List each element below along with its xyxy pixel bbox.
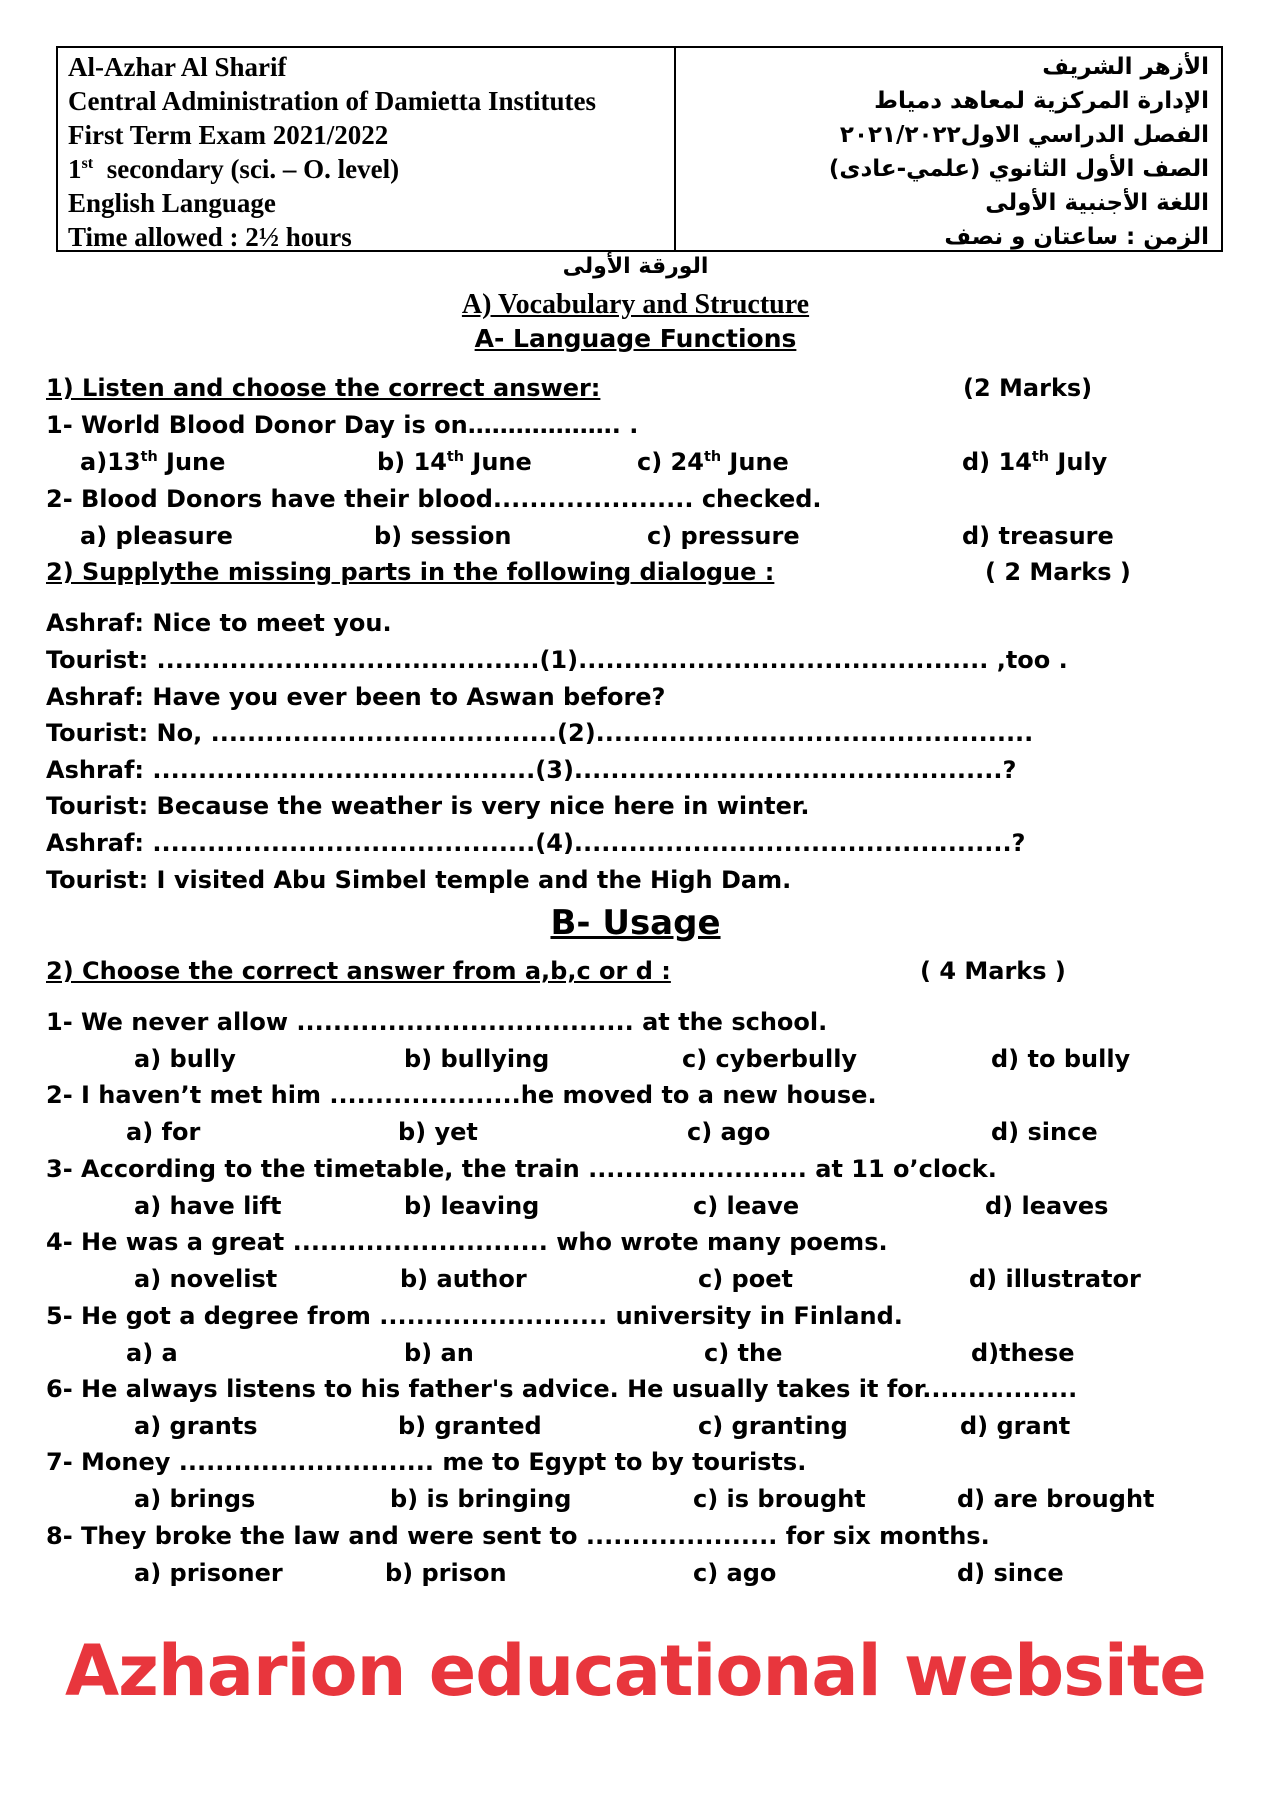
option-text: b) 14	[377, 448, 447, 476]
q3-2-option-c[interactable]: c) ago	[687, 1118, 771, 1146]
header-grade-line	[68, 152, 674, 186]
q2-title: 2) Supplythe missing parts in the following dialogue :	[46, 558, 775, 586]
q1-2-option-c[interactable]: c) pressure	[647, 522, 800, 550]
q3-1-option-d[interactable]: d) to bully	[991, 1045, 1131, 1073]
q3-8-option-d[interactable]: d) since	[957, 1559, 1064, 1587]
q3-2-option-b[interactable]: b) yet	[398, 1118, 478, 1146]
q3-stem-1: 1- We never allow ..................................... at the school.	[46, 1008, 828, 1036]
q3-stem-6: 6- He always listens to his father's advice. He usually takes it for.................	[46, 1375, 1078, 1403]
header-english	[58, 48, 676, 250]
q1-stem-1: 1- World Blood Donor Day is on………………. .	[46, 411, 639, 439]
header-line: Central Administration of Damietta Institutes	[68, 86, 596, 116]
paper-label: الورقة الأولى	[562, 254, 709, 279]
option-sup: th	[703, 449, 722, 465]
header-line: First Term Exam 2021/2022	[68, 120, 389, 150]
q3-title: 2) Choose the correct answer from a,b,c or d :	[46, 957, 671, 985]
q3-1-option-a[interactable]: a) bully	[134, 1045, 236, 1073]
dialogue-line: Tourist: I visited Abu Simbel temple and the High Dam.	[46, 866, 792, 894]
q1-stem-2: 2- Blood Donors have their blood...................... checked.	[46, 485, 822, 513]
q3-3-option-b[interactable]: b) leaving	[404, 1192, 540, 1220]
header-line-ar: الإدارة المركزية لمعاهد دمياط	[874, 88, 1209, 114]
q3-3-option-c[interactable]: c) leave	[693, 1192, 800, 1220]
q1-2-option-d[interactable]: d) treasure	[962, 522, 1114, 550]
option-text: a)13	[80, 448, 141, 476]
option-text: d) 14	[962, 448, 1032, 476]
q1-1-option-c[interactable]	[637, 448, 789, 476]
q1-marks: (2 Marks)	[963, 374, 1093, 402]
dialogue-blank-4[interactable]: Ashraf: ..........................................(4)................................................?	[46, 829, 1026, 857]
option-text: July	[1049, 448, 1108, 476]
option-text: June	[721, 448, 789, 476]
q3-stem-5: 5- He got a degree from ......................... university in Finland.	[46, 1302, 903, 1330]
grade-number: 1	[68, 154, 82, 184]
header-line: Al-Azhar Al Sharif	[68, 52, 287, 82]
q3-2-option-d[interactable]: d) since	[991, 1118, 1098, 1146]
q3-3-option-d[interactable]: d) leaves	[985, 1192, 1109, 1220]
q2-marks: ( 2 Marks )	[985, 558, 1131, 586]
dialogue-line: Tourist: Because the weather is very nice here in winter.	[46, 792, 810, 820]
q3-stem-7: 7- Money ............................ me to Egypt to by tourists.	[46, 1448, 807, 1476]
q3-stem-3: 3- According to the timetable, the train ........................ at 11 o’clock.	[46, 1155, 997, 1183]
q3-6-option-c[interactable]: c) granting	[698, 1412, 848, 1440]
header-line: English Language	[68, 188, 276, 218]
footer-watermark: Azharion educational website	[65, 1630, 1206, 1712]
q3-5-option-c[interactable]: c) the	[704, 1339, 783, 1367]
q3-3-option-a[interactable]: a) have lift	[134, 1192, 282, 1220]
q3-5-option-d[interactable]: d)these	[971, 1339, 1075, 1367]
q3-1-option-c[interactable]: c) cyberbully	[682, 1045, 858, 1073]
header-line-ar: الزمن : ساعتان و نصف	[944, 224, 1209, 250]
option-text: c) 24	[637, 448, 704, 476]
q3-8-option-c[interactable]: c) ago	[693, 1559, 777, 1587]
q3-5-option-b[interactable]: b) an	[404, 1339, 474, 1367]
q3-stem-8: 8- They broke the law and were sent to ..................... for six months.	[46, 1522, 990, 1550]
section-b-title: B- Usage	[550, 903, 721, 943]
q1-1-option-a[interactable]	[80, 448, 225, 476]
header-box	[56, 46, 1223, 252]
q3-7-option-c[interactable]: c) is brought	[693, 1485, 866, 1513]
header-line-ar: الأزهر الشريف	[1042, 54, 1209, 80]
grade-suffix: st	[81, 154, 94, 172]
dialogue-line: Ashraf: Nice to meet you.	[46, 609, 392, 637]
q3-4-option-c[interactable]: c) poet	[698, 1265, 793, 1293]
header-line-ar: الصف الأول الثانوي (علمي-عادى)	[828, 156, 1209, 182]
q3-stem-4: 4- He was a great ............................ who wrote many poems.	[46, 1228, 888, 1256]
q3-7-option-a[interactable]: a) brings	[134, 1485, 256, 1513]
q3-6-option-a[interactable]: a) grants	[134, 1412, 258, 1440]
q1-2-option-b[interactable]: b) session	[374, 522, 512, 550]
subsection-a-title: A- Language Functions	[474, 324, 797, 353]
option-text: June	[157, 448, 226, 476]
section-a-title: A) Vocabulary and Structure	[461, 289, 810, 320]
header-line: Time allowed : 2½ hours	[68, 222, 352, 252]
dialogue-line: Ashraf: Have you ever been to Aswan before?	[46, 683, 666, 711]
q1-1-option-b[interactable]	[377, 448, 532, 476]
header-arabic	[676, 48, 1221, 250]
q3-4-option-d[interactable]: d) illustrator	[969, 1265, 1141, 1293]
dialogue-blank-3[interactable]: Ashraf: ..........................................(3)...............................................?	[46, 756, 1017, 784]
q3-6-option-b[interactable]: b) granted	[398, 1412, 542, 1440]
dialogue-blank-2[interactable]: Tourist: No, ......................................(2)................................................	[46, 719, 1034, 747]
grade-text: secondary (sci. – O. level)	[106, 154, 400, 184]
option-sup: th	[140, 449, 158, 465]
q3-6-option-d[interactable]: d) grant	[960, 1412, 1071, 1440]
q3-8-option-a[interactable]: a) prisoner	[134, 1559, 283, 1587]
option-sup: th	[1031, 449, 1050, 465]
option-sup: th	[446, 449, 465, 465]
q3-7-option-b[interactable]: b) is bringing	[390, 1485, 572, 1513]
q3-1-option-b[interactable]: b) bullying	[404, 1045, 550, 1073]
q3-8-option-b[interactable]: b) prison	[385, 1559, 507, 1587]
option-text: June	[464, 448, 532, 476]
q3-4-option-a[interactable]: a) novelist	[134, 1265, 278, 1293]
q1-1-option-d[interactable]	[962, 448, 1107, 476]
q3-7-option-d[interactable]: d) are brought	[957, 1485, 1155, 1513]
header-line-ar: اللغة الأجنبية الأولى	[985, 190, 1209, 216]
header-line-ar: الفصل الدراسي الاول٢٠٢١/٢٠٢٢	[839, 122, 1209, 148]
q3-4-option-b[interactable]: b) author	[400, 1265, 527, 1293]
q3-2-option-a[interactable]: a) for	[126, 1118, 201, 1146]
dialogue-blank-1[interactable]: Tourist: ..........................................(1)............................................. ,too .	[46, 646, 1068, 674]
q1-title: 1) Listen and choose the correct answer:	[46, 374, 601, 402]
q1-2-option-a[interactable]: a) pleasure	[80, 522, 233, 550]
q3-5-option-a[interactable]: a) a	[126, 1339, 178, 1367]
q3-stem-2: 2- I haven’t met him .....................he moved to a new house.	[46, 1081, 877, 1109]
q3-marks: ( 4 Marks )	[920, 957, 1066, 985]
